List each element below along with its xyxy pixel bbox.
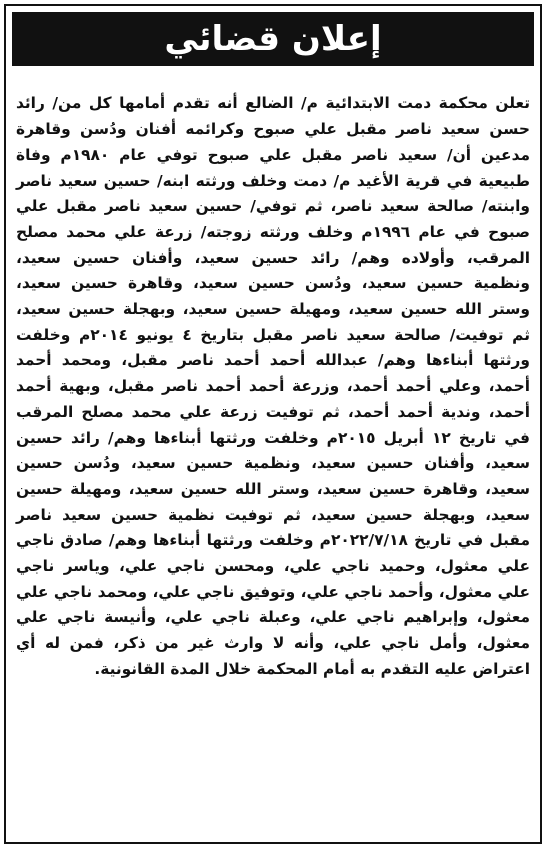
title-bar (12, 12, 534, 66)
notice-title: إعلان قضائي (164, 19, 382, 59)
court-notice-box (4, 4, 542, 844)
notice-body: تعلن محكمة دمت الابتدائية م/ الضالع أنه تقدم أمامها كل من/ رائد حسن سعيد ناصر مقبل علي صبوح وكرائمه أفنان ودُسن وقاهرة مدعين أن/ سعيد ناصر مقبل علي صبوح توفي عام ١٩٨٠م وفاة طبيعية في قرية الأغيد م/ دمت وخلف ورثته ابنه/ حسين سعيد ناصر وابنته/ صالحة سعيد ناصر، ثم توفي/ حسين سعيد ناصر مقبل علي صبوح في عام ١٩٩٦م وخلف ورثته زوجته/ زرعة علي محمد مصلح المرقب، وأولاده وهم/ رائد حسين سعيد، وأفنان حسين سعيد، ونظمية حسين سعيد، ودُسن حسين سعيد، وقاهرة حسين سعيد، وستر الله حسين سعيد، ومهيلة حسين سعيد، وبهجلة حسين سعيد، ثم توفيت/ صالحة سعيد ناصر مقبل بتاريخ ٤ يونيو ٢٠١٤م وخلفت ورثتها أبناءها وهم/ عبدالله أحمد أحمد ناصر مقبل، ومحمد أحمد أحمد، وعلي أحمد أحمد، وزرعة أحمد أحمد ناصر مقبل، وبهية أحمد أحمد، وندية أحمد أحمد، ثم توفيت زرعة علي محمد مصلح المرقب في تاريخ ١٢ أبريل ٢٠١٥م وخلفت ورثتها أبناءها وهم/ رائد حسين سعيد، وأفنان حسين سعيد، ونظمية حسين سعيد، ودُسن حسين سعيد، وقاهرة حسين سعيد، وستر الله حسين سعيد، ومهيلة حسين سعيد، وبهجلة حسين سعيد، ثم توفيت نظمية حسين سعيد ناصر مقبل في تاريخ ٢٠٢٢/٧/١٨م وخلفت ورثتها أبناءها وهم/ صادق ناجي علي معثول، وحميد ناجي علي، ومحسن ناجي علي، وياسر ناجي علي معثول، وأحمد ناجي علي، وتوفيق ناجي علي، ومحمد ناجي علي معثول، وإبراهيم ناجي علي، وعبلة ناجي علي، وأنيسة ناجي علي معثول، وأمل ناجي علي، وأنه لا وارث غير من ذكر، فمن له أي اعتراض عليه التقدم به أمام المحكمة خلال المدة القانونية. (16, 94, 531, 678)
